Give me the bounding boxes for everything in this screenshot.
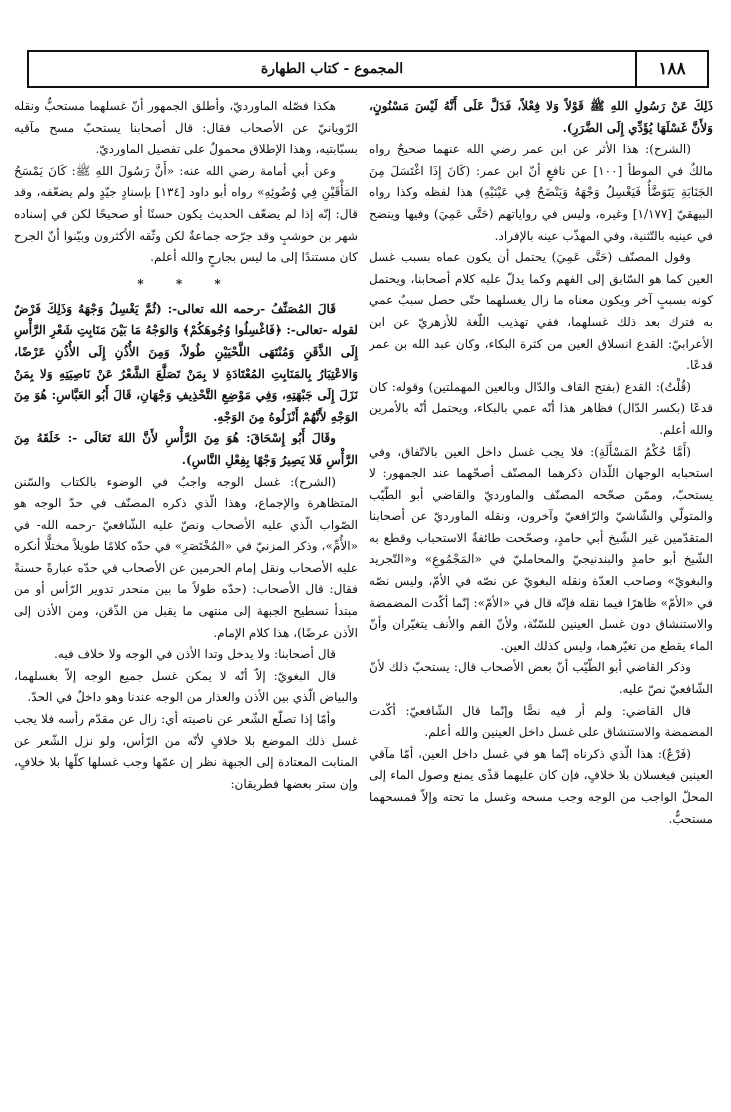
left-column xyxy=(14,96,358,1096)
paragraph: وذكر القاضي أبو الطّيّب أنّ بعض الأصحاب قال: يستحبّ ذلك لأنّ الشّافعيّ نصّ عليه. xyxy=(369,660,713,697)
paragraph: هكذا فصّله الماورديّ، وأطلق الجمهور أنّ غسلهما مستحبٌّ ونقله الرّويانيّ عن الأصحاب فقال: قال أصحابنا يستحبّ مسح مآقيه بسبّابتيه، وهذا الإطلاق محمولٌ على تفصيل الماورديّ. xyxy=(14,99,358,157)
right-column xyxy=(369,96,713,1096)
running-title: المجموع - كتاب الطهارة xyxy=(260,61,404,77)
paragraph: ذَلِكَ عَنْ رَسُولِ اللهِ ﷺ قَوْلاً وَلا فِعْلاً، فَدَلَّ عَلَى أَنَّهُ لَيْسَ مَسْنُونٍ، وَلأَنَّ غَسْلَهَا يُؤَدِّي إِلَى الضَّرَرِ). xyxy=(369,99,713,135)
paragraph: وقَالَ أَبُو إِسْحَاقَ: هُوَ مِنَ الرَّأْسِ لأَنَّ اللهَ تَعَالَى -: خَلَقَهُ مِنَ الرَّأْسِ فَلا يَصِيرُ وَجْهًا بِفِعْلِ النَّاسِ). xyxy=(14,431,358,467)
paragraph: وقول المصنّف (حَتَّى عَمِيَ) يحتمل أن يكون عماه بسبب غسل العين كما هو السّابق إلى الفهم وكما يدلّ عليه كلام أصحابنا، ويحتمل كونه بسببٍ آخر ويكون معناه ما زال يغسلهما حتّى حصل سببٌ عمي به فترك بعد ذلك غسلهما، ففي تهذيب اللّغة للأزهريّ عن ابن الأعرابيّ: القدع انسلاق العين من كثرة البكاء، وكان عبد الله بن عمر قدعًا. xyxy=(369,250,713,373)
paragraph: (أَمَّا حُكْمُ المَسْأَلَةِ): فلا يجب غسل داخل العين بالاتّفاق، وفي استحبابه الوجهان اللّذان ذكرهما المصنّف أصحّهما عند الجمهور: لا يستحبّ، وممّن صحّحه المصنّف والماورديّ والقاضي أبو الطّيّب والمتولّي والشّاشيّ والرّافعيّ وآخرون، ونقله الماورديّ عن أصحابنا المتقدّمين غير الشّيخ أبي حامدٍ، وصحّحت طائفةٌ الاستحباب وقطع به الشّيخ أبو حامدٍ والبندنيجيّ والمحامليّ في «المَجْمُوعِ» و«التّجريد والبغويّ» وصاحب العدّة ونقله البغويّ عن نصّه في الأمّ، وليس نصّه في «الأمّ» ظاهرًا فيما نقله فإنّه قال في «الأمّ»: إنّما أكّدت المضمضة والاستنشاق دون غسل العينين للسّنّة، ولأنّ الفم والأنف يتغيّران وأنّ الماء يقطع من تغيّرهما، وليس كذلك العين. xyxy=(369,444,713,653)
paragraph: قَالَ المُصَنِّفُ -رحمه الله تعالى-: (ثُمَّ يَغْسِلُ وَجْهَهُ وَذَلِكَ فَرْضٌ لقوله -تعالى-: ﴿فَاغْسِلُوا وُجُوهَكُمْ﴾ وَالوَجْهُ مَا بَيْنَ مَنَابِتِ شَعْرِ الرَّأْسِ إِلَى الذَّقَنِ وَمُنْتَهَى اللَّحْيَيْنِ طُولاً، وَمِنَ الأُذُنِ إِلَى الأُذُنِ عَرْضًا، وَالاعْتِبَارُ بِالمَنَابِتِ المُعْتَادَةِ لا بِمَنْ تَصَلَّعَ الشَّعْرُ عَنْ نَاصِيَتِهِ وَلا بِمَنْ نَزَلَ إِلَى جَبْهَتِهِ، وَفِي مَوْضِعِ التَّحْذِيفِ وَجْهَانِ، قَالَ أَبُو العَبَّاسِ: هُوَ مِنَ الوَجْهِ لأَنَّهُمْ أَنْزَلُوهُ مِنَ الوَجْهِ. xyxy=(14,301,358,424)
paragraph: (فَرْعٌ): هذا الّذي ذكرناه إنّما هو في غسل داخل العين، أمّا مآقي العينين فيغسلان بلا خلافٍ، فإن كان عليهما قذًى يمنع وصول الماء إلى المحلّ الواجب من الوجه وجب مسحه وغسل ما تحته وإلاّ فمسحهما مستحبٌّ. xyxy=(369,746,713,826)
paragraph: قال أصحابنا: ولا يدخل وتدا الأذن في الوجه ولا خلاف فيه. xyxy=(54,647,336,662)
paragraph: (الشرح): غسل الوجه واجبٌ في الوضوء بالكتاب والسّنن المتظاهرة والإجماع، وهذا الّذي ذكره المصنّف في حدّ الوجه هو الصّواب الّذي عليه الأصحاب ونصّ عليه الشّافعيّ -رحمه الله- في «الأُمِّ»، وذكر المزنيّ في «المُخْتَصَرِ» في حدّه كلامًا طويلاً مختلًّا أنكره عليه الأصحاب ونقل إمام الحرمين عن الأصحاب في حدّه عبارةً حسنةً فقال: قال الأصحاب: (حدّه طولاً ما بين منحدر تدوير الرّأس أو من مبتدأ تسطيح الجبهة إلى منتهى ما يقبل من الذّقن، ومن الأذن إلى الأذن عرضًا)، هذا كلام الإمام. xyxy=(14,474,358,640)
paragraph: قال البغويّ: إلاّ أنّه لا يمكن غسل جميع الوجه إلاّ بغسلهما، والبياض الّذي بين الأذن والعذار من الوجه عندنا وهو داخلٌ في الحدّ. xyxy=(14,668,358,705)
page-header xyxy=(27,50,709,88)
paragraph: وعن أبي أمامة رضي الله عنه: «أَنَّ رَسُولَ اللهِ ﷺ: كَانَ يَمْسَحُ المَأْقَيْنِ فِي وُضُوئِهِ» رواه أبو داود [١٣٤] بإسنادٍ جيّدٍ ولم يضعّفه، وقد قال: إنّه إذا لم يضعّف الحديث يكون حسنًا أو صحيحًا لكن في إسناده شهر بن حوشبٍ وقد جرّحه جماعةٌ لكن وثّقه الأكثرون وبيّنوا أنّ الجرح كان مستندًا إلى ما ليس بجارحٍ والله أعلم. xyxy=(14,163,358,265)
paragraph: (قُلْتُ): القدع (بفتح القاف والدّال وبالعين المهملتين) وقوله: كان قدعًا (بكسر الدّال) فظاهر هذا أنّه عمي بالبكاء، ويحتمل أنّه بالأمرين والله أعلم. xyxy=(369,379,713,437)
section-separator: * * * xyxy=(137,276,235,291)
paragraph: (الشرح): هذا الأثر عن ابن عمر رضي الله عنهما صحيحٌ رواه مالكٌ في الموطأ [١٠٠] عن نافعٍ أنّ ابن عمر: (كَانَ إِذَا اغْتَسَلَ مِنَ الجَنَابَةِ يَتَوَضَّأُ فَيَغْسِلُ وَجْهَهُ وَيَنْضَحُ فِي عَيْنَيْهِ) هذا لفظه وكذا رواه البيهقيّ [١/١٧٧] وغيره، وليس في رواياتهم (حَتَّى عَمِيَ) وفيها وينضح في عينيه بالتّثنية، وفي المهذّب عينه بالإفراد. xyxy=(369,142,713,243)
paragraph: وأمّا إذا تصلّع الشّعر عن ناصيته أي: زال عن مقدّم رأسه فلا يجب غسل ذلك الموضع بلا خلافٍ لأنّه من الرّأس، ولو نزل الشّعر عن المنابت المعتادة إلى الجبهة نظر إن عمّها وجب غسلها كلّها بلا خلافٍ، وإن ستر بعضها فطريقان: xyxy=(14,712,358,791)
paragraph: قال القاضي: ولم أر فيه نصًّا وإنّما قال الشّافعيّ: أكّدت المضمضة والاستنشاق على غسل داخل العينين والله أعلم. xyxy=(369,703,713,740)
page-number: ١٨٨ xyxy=(635,52,707,86)
